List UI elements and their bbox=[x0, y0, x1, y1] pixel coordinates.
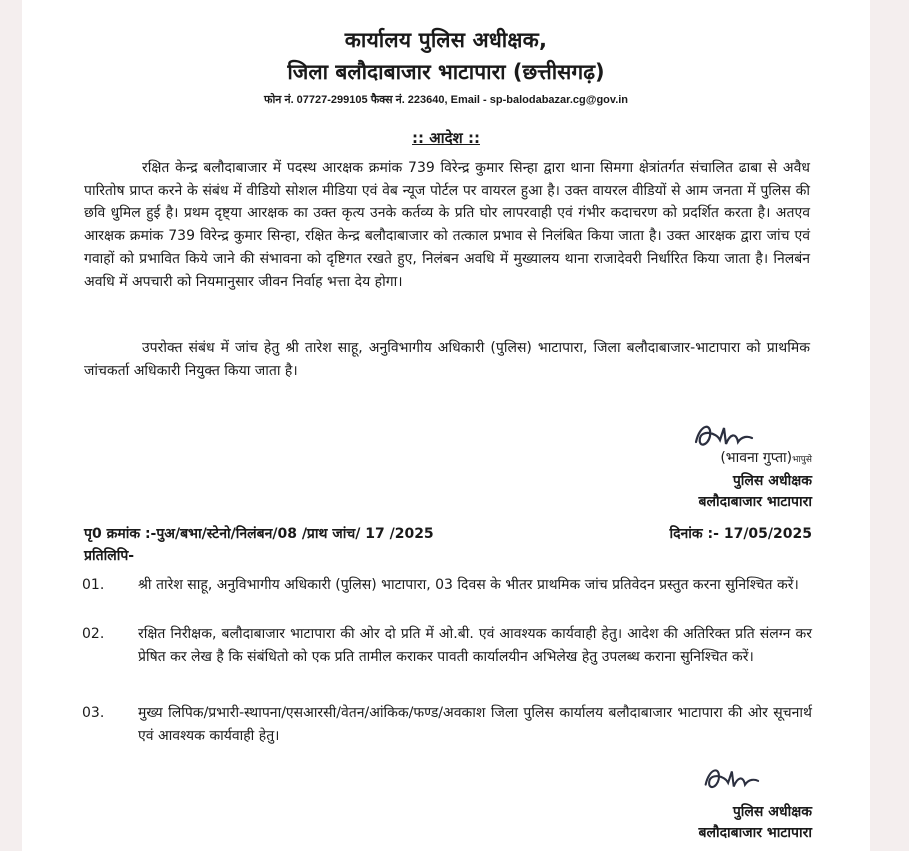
copy-item bbox=[82, 702, 812, 748]
copy-item-text: मुख्य लिपिक/प्रभारी-स्थापना/एसआरसी/वेतन/आंकिक/फण्ड/अवकाश जिला पुलिस कार्यालय बलौदाबाजार भाटापारा की ओर सूचनार्थ एवं आवश्यक कार्यवाही हेतु। bbox=[138, 705, 812, 744]
order-paragraph-1: रक्षित केन्द्र बलौदाबाजार में पदस्थ आरक्षक क्रमांक 739 विरेन्द्र कुमार सिन्हा द्वारा थाना सिमगा क्षेत्रांतर्गत संचालित ढाबा से अवैध पारितोष प्राप्त करने के संबंध में वीडियो सोशल मीडिया एवं वेब न्यूज पोर्टल पर वायरल हुआ है। उक्त वायरल वीडियों से आम जनता में पुलिस की छवि धुमिल हुई है। प्रथम दृष्ट्या आरक्षक का उक्त कृत्य उनके कर्तव्य के प्रति घोर लापरवाही एवं गंभीर कदाचरण को प्रदर्शित करता है। अतएव आरक्षक क्रमांक 739 विरेन्द्र कुमार सिन्हा, रक्षित केन्द्र बलौदाबाजार को तत्काल प्रभाव से निलंबित किया जाता है। उक्त आरक्षक द्वारा जांच एवं गवाहों को प्रभावित किये जाने की संभावना को दृष्टिगत रखते हुए, निलंबन अवधि में मुख्यालय थाना राजादेवरी निर्धारित किया जाता है। निलबंन अवधि में अपचारी को नियमानुसार जीवन निर्वाह भत्ता देय होगा। bbox=[84, 160, 810, 290]
copy-item bbox=[82, 623, 812, 669]
letterhead-district: जिला बलौदाबाजार भाटापारा (छत्तीसगढ़) bbox=[287, 60, 605, 84]
signatory-place: बलौदाबाजार भाटापारा bbox=[698, 494, 812, 510]
order-paragraph-2: उपरोक्त संबंध में जांच हेतु श्री तारेश साहू, अनुविभागीय अधिकारी (पुलिस) भाटापारा, जिला बलौदाबाजार-भाटापारा को प्राथमिक जांचकर्ता अधिकारी नियुक्त किया जाता है। bbox=[84, 340, 810, 379]
signatory-block bbox=[699, 448, 813, 513]
copy-item-number: 03. bbox=[82, 705, 105, 721]
signatory-name-line bbox=[699, 448, 813, 471]
order-title bbox=[22, 128, 870, 148]
copy-item-number: 01. bbox=[82, 577, 105, 593]
footer-place: बलौदाबाजार भाटापारा bbox=[698, 825, 812, 841]
copy-item-text: रक्षित निरीक्षक, बलौदाबाजार भाटापारा की ओर दो प्रति में ओ.बी. एवं आवश्यक कार्यवाही हेतु। आदेश की अतिरिक्त प्रति संलग्न कर प्रेषित कर लेख है कि संबंधितो को एक प्रति तामील कराकर पावती कार्यालयीन अभिलेख हेतु उपलब्ध कराना सुनिश्चित करें। bbox=[138, 626, 812, 665]
copy-item-text: श्री तारेश साहू, अनुविभागीय अधिकारी (पुलिस) भाटापारा, 03 दिवस के भीतर प्राथमिक जांच प्रतिवेदन प्रस्तुत करना सुनिश्चित करें। bbox=[138, 577, 799, 593]
copy-item-number: 02. bbox=[82, 626, 105, 642]
letterhead-contact: फोन नं. 07727-299105 फैक्स नं. 223640, Email - sp-balodabazar.cg@gov.in bbox=[263, 94, 629, 106]
reference-date: दिनांक :- 17/05/2025 bbox=[669, 526, 812, 542]
copy-item bbox=[82, 574, 812, 597]
signatory-designation: पुलिस अधीक्षक bbox=[732, 473, 812, 489]
letterhead-office: कार्यालय पुलिस अधीक्षक, bbox=[344, 28, 548, 52]
signature-icon bbox=[700, 762, 760, 801]
signatory-name: (भावना गुप्ता) bbox=[720, 450, 793, 466]
order-title-text: :: आदेश :: bbox=[412, 129, 480, 147]
copy-label: प्रतिलिपि- bbox=[84, 548, 135, 564]
footer-signatory-block bbox=[699, 802, 813, 844]
signatory-suffix: भापुसे bbox=[792, 455, 812, 465]
reference-number: पृ0 क्रमांक :-पुअ/बभा/स्टेनो/निलंबन/08 /प्राथ जांच/ 17 /2025 bbox=[84, 526, 434, 542]
order-document bbox=[22, 0, 870, 851]
footer-designation: पुलिस अधीक्षक bbox=[732, 804, 812, 820]
